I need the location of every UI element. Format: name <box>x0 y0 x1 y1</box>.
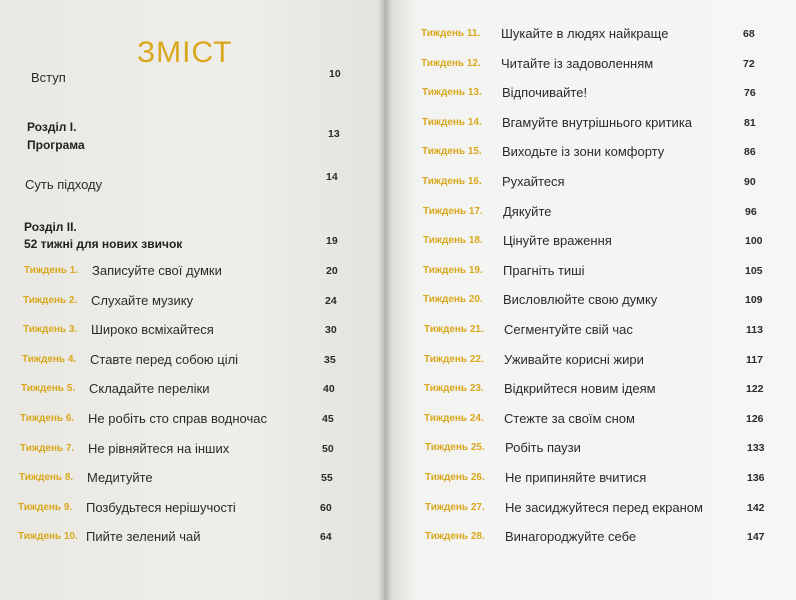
week-title: Винагороджуйте себе <box>505 529 637 545</box>
intro-label: Вступ <box>31 70 66 85</box>
week-title: Робіть паузи <box>505 440 581 456</box>
week-number: Тиждень 5. <box>21 383 76 395</box>
week-title: Слухайте музику <box>91 292 194 308</box>
week-page-number: 30 <box>325 324 337 337</box>
week-number: Тиждень 22. <box>424 353 484 365</box>
week-number: Тиждень 26. <box>425 472 485 483</box>
week-page-number: 96 <box>745 205 757 218</box>
week-page-number: 35 <box>324 353 336 366</box>
week-title: Уживайте корисні жири <box>504 351 644 367</box>
week-number: Тиждень 4. <box>22 353 77 365</box>
part2-page: 19 <box>326 235 338 247</box>
week-number: Тиждень 25. <box>425 442 485 454</box>
week-title: Складайте переліки <box>89 381 210 397</box>
week-title: Сегментуйте свій час <box>504 322 633 337</box>
week-title: Виходьте із зони комфорту <box>502 144 665 160</box>
week-number: Тиждень 2. <box>23 294 78 306</box>
week-title: Рухайтеся <box>502 174 565 189</box>
part2-line1: Розділ II. <box>24 220 77 234</box>
week-page-number: 105 <box>745 264 763 277</box>
week-number: Тиждень 21. <box>424 324 484 335</box>
week-number: Тиждень 13. <box>422 87 482 99</box>
week-number: Тиждень 16. <box>422 176 482 187</box>
part2-line2: 52 тижні для нових звичок <box>24 237 183 251</box>
part1-line1: Розділ I. <box>27 120 77 134</box>
week-number: Тиждень 23. <box>424 383 484 395</box>
week-number: Тиждень 8. <box>19 472 74 484</box>
week-page-number: 113 <box>746 324 763 336</box>
week-page-number: 45 <box>322 413 334 425</box>
week-number: Тиждень 20. <box>423 294 483 306</box>
week-number: Тиждень 9. <box>18 501 73 513</box>
week-number: Тиждень 27. <box>425 501 485 513</box>
week-number: Тиждень 1. <box>24 265 79 276</box>
week-page-number: 81 <box>744 116 756 129</box>
week-page-number: 133 <box>747 442 765 455</box>
week-page-number: 40 <box>323 383 335 396</box>
week-page-number: 136 <box>747 472 765 484</box>
week-page-number: 126 <box>746 412 764 425</box>
week-number: Тиждень 10. <box>18 531 78 543</box>
week-title: Відпочивайте! <box>502 85 588 101</box>
week-title: Цінуйте враження <box>503 233 612 249</box>
week-title: Не робіть сто справ водночас <box>88 411 267 426</box>
week-number: Тиждень 3. <box>23 324 78 336</box>
week-title: Пийте зелений чай <box>86 529 201 545</box>
right-page <box>384 0 796 600</box>
week-number: Тиждень 28. <box>425 531 485 543</box>
week-number: Тиждень 19. <box>423 264 483 276</box>
week-title: Не припиняйте вчитися <box>505 470 647 485</box>
week-page-number: 64 <box>320 531 332 544</box>
week-page-number: 122 <box>746 383 764 396</box>
week-page-number: 117 <box>746 353 763 366</box>
week-title: Стежте за своїм сном <box>504 410 635 426</box>
week-page-number: 20 <box>326 265 338 277</box>
week-page-number: 55 <box>321 472 333 485</box>
week-page-number: 109 <box>745 294 763 307</box>
week-number: Тиждень 24. <box>424 412 484 424</box>
week-title: Позбудьтеся нерішучості <box>86 499 236 515</box>
week-page-number: 72 <box>743 57 755 70</box>
week-page-number: 50 <box>322 442 334 455</box>
week-title: Прагніть тиші <box>503 262 585 278</box>
week-title: Ставте перед собою цілі <box>90 351 239 367</box>
part1-line2: Програма <box>27 138 85 152</box>
week-number: Тиждень 6. <box>20 413 75 424</box>
week-page-number: 147 <box>747 531 765 544</box>
week-title: Відкрийтеся новим ідеям <box>504 381 656 397</box>
week-page-number: 90 <box>744 176 756 188</box>
week-title: Висловлюйте свою думку <box>503 292 658 308</box>
week-number: Тиждень 11. <box>421 28 481 39</box>
week-title: Вгамуйте внутрішнього критика <box>502 114 693 130</box>
week-page-number: 68 <box>743 28 755 40</box>
essence-label: Суть підходу <box>25 177 103 192</box>
left-page <box>0 0 388 600</box>
week-page-number: 76 <box>744 87 756 100</box>
week-title: Записуйте свої думки <box>92 263 222 278</box>
week-number: Тиждень 18. <box>423 235 483 247</box>
essence-page: 14 <box>326 171 338 183</box>
week-number: Тиждень 17. <box>423 205 483 217</box>
book-gutter <box>378 0 392 600</box>
week-number: Тиждень 7. <box>20 442 75 454</box>
week-title: Медитуйте <box>87 470 153 486</box>
week-title: Дякуйте <box>503 203 552 219</box>
week-number: Тиждень 12. <box>421 57 481 69</box>
week-title: Читайте із задоволенням <box>501 55 654 71</box>
contents-heading: ЗМІСТ <box>137 36 233 69</box>
week-page-number: 142 <box>747 501 765 514</box>
week-title: Широко всміхайтеся <box>91 322 214 338</box>
week-page-number: 60 <box>320 501 332 514</box>
week-number: Тиждень 15. <box>422 146 482 158</box>
week-page-number: 24 <box>325 294 337 307</box>
week-number: Тиждень 14. <box>422 116 482 128</box>
part1-page: 13 <box>328 128 340 140</box>
intro-page: 10 <box>329 68 341 80</box>
week-title: Не рівняйтеся на інших <box>88 440 230 456</box>
week-title: Не засиджуйтеся перед екраном <box>505 499 703 515</box>
week-title: Шукайте в людях найкраще <box>501 26 669 41</box>
week-page-number: 86 <box>744 146 756 159</box>
week-page-number: 100 <box>745 235 763 248</box>
